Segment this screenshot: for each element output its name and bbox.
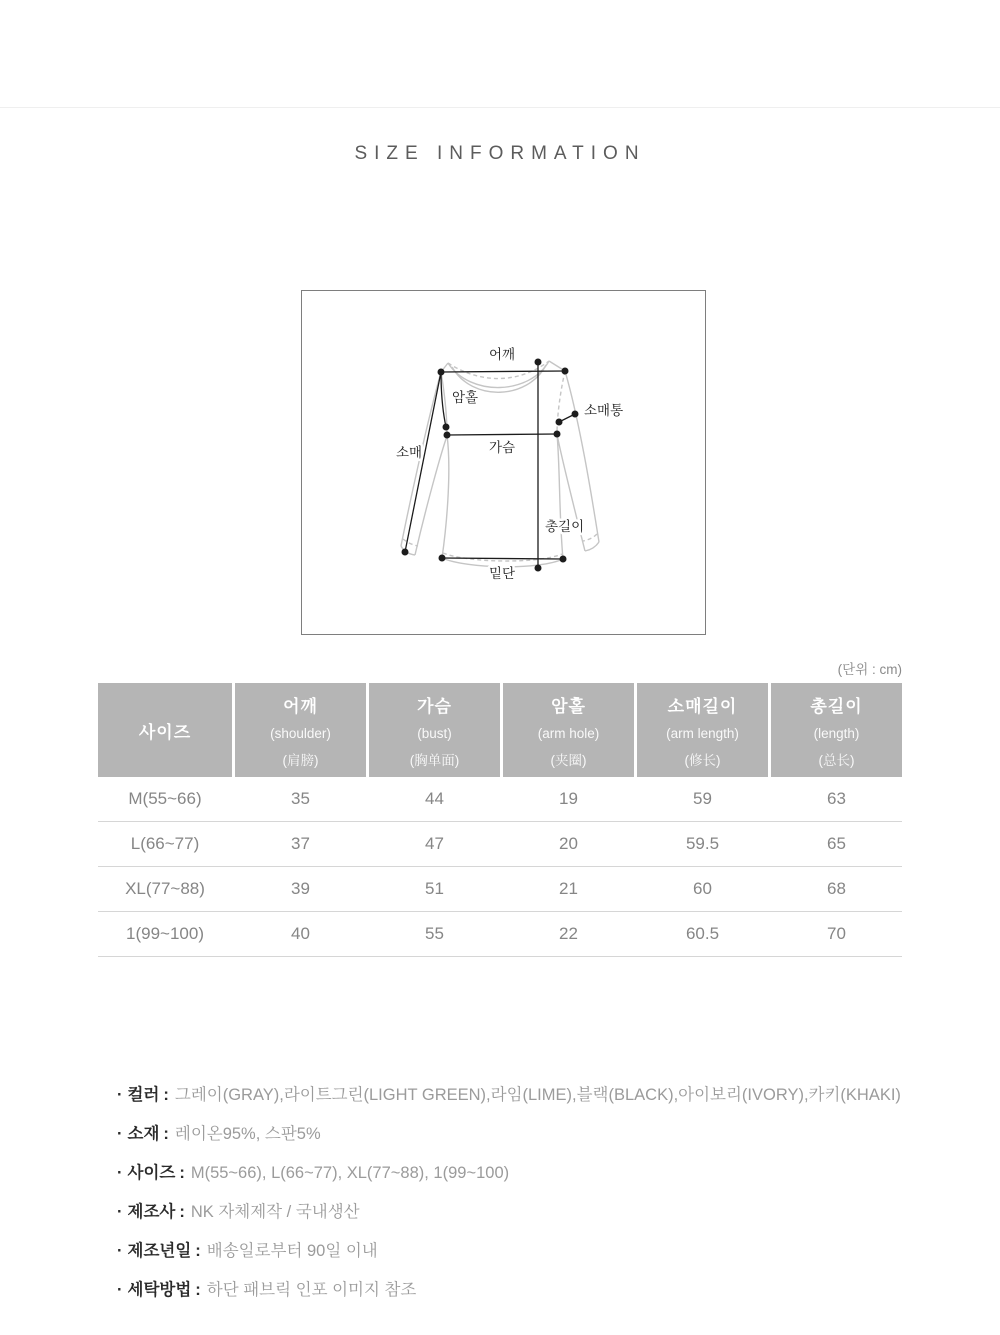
cell-armhole: 21: [559, 879, 578, 898]
page-title: SIZE INFORMATION: [354, 143, 646, 164]
size-table: [98, 683, 902, 957]
info-value: 그레이(GRAY),라이트그린(LIGHT GREEN),라임(LIME),블랙(BLACK),아이보리(IVORY),카키(KHAKI): [174, 1086, 901, 1104]
table-header-length: 총길이 (length) (总长): [771, 683, 902, 777]
cell-length: 63: [827, 789, 846, 808]
row-size-label: M(55~66): [128, 789, 202, 808]
cell-shoulder: 37: [291, 834, 310, 853]
info-separator: :: [163, 1125, 169, 1143]
row-size-label: L(66~77): [130, 834, 200, 853]
info-label: 소재: [127, 1125, 160, 1143]
info-separator: :: [195, 1281, 201, 1299]
bullet: ·: [117, 1164, 123, 1182]
unit-label: (단위 : cm): [837, 662, 902, 677]
table-header-armhole: 암홀 (arm hole) (夹圈): [503, 683, 634, 777]
bullet: ·: [117, 1125, 123, 1143]
info-separator: :: [179, 1164, 185, 1182]
cell-armhole: 22: [559, 924, 578, 943]
cell-armhole: 20: [559, 834, 578, 853]
info-label: 제조년일: [127, 1242, 192, 1260]
shirt-diagram-svg: [302, 291, 705, 634]
measurement-lines: [405, 362, 575, 568]
cell-length: 70: [827, 924, 846, 943]
diagram-label-hem: 밑단: [488, 566, 516, 581]
measurement-dots: [402, 359, 579, 572]
table-row: [98, 912, 902, 957]
table-row: [98, 822, 902, 867]
cell-sleeve-length: 60: [693, 879, 712, 898]
info-item-washing: [117, 1279, 957, 1302]
info-label: 사이즈: [127, 1164, 176, 1182]
info-item-size: [117, 1162, 957, 1185]
diagram-label-length: 총길이: [545, 519, 585, 534]
info-label: 컬러: [127, 1086, 160, 1104]
row-size-label: XL(77~88): [125, 879, 205, 898]
info-value: 배송일로부터 90일 이내: [206, 1242, 378, 1260]
cell-bust: 51: [425, 879, 444, 898]
info-value: NK 자체제작 / 국내생산: [190, 1203, 360, 1221]
diagram-label-bust: 가슴: [488, 440, 516, 455]
cell-length: 65: [827, 834, 846, 853]
cell-bust: 47: [425, 834, 444, 853]
cell-bust: 44: [425, 789, 444, 808]
info-value: 하단 패브릭 인포 이미지 참조: [206, 1281, 417, 1299]
cell-bust: 55: [425, 924, 444, 943]
info-separator: :: [179, 1203, 185, 1221]
top-divider: [0, 107, 1000, 108]
bullet: ·: [117, 1242, 123, 1260]
row-size-label: 1(99~100): [126, 924, 204, 943]
table-header-sleeve-length: 소매길이 (arm length) (修长): [637, 683, 768, 777]
shirt-outline: [401, 361, 599, 567]
table-row: [98, 777, 902, 822]
cell-length: 68: [827, 879, 846, 898]
info-label: 제조사: [127, 1203, 176, 1221]
diagram-label-shoulder: 어깨: [488, 347, 516, 362]
cell-armhole: 19: [559, 789, 578, 808]
info-value: M(55~66), L(66~77), XL(77~88), 1(99~100): [190, 1164, 510, 1182]
bullet: ·: [117, 1203, 123, 1221]
table-header-row: [98, 683, 902, 777]
table-header-bust: 가슴 (bust) (胸单面): [369, 683, 500, 777]
table-row: [98, 867, 902, 912]
diagram-label-sleeve-width: 소매통: [584, 403, 624, 418]
info-item-manufacturer: [117, 1201, 957, 1224]
cell-shoulder: 35: [291, 789, 310, 808]
info-value: 레이온95%, 스판5%: [174, 1125, 321, 1143]
cell-sleeve-length: 60.5: [685, 924, 720, 943]
info-separator: :: [163, 1086, 169, 1104]
bullet: ·: [117, 1281, 123, 1299]
garment-measurement-diagram: [301, 290, 706, 635]
cell-shoulder: 40: [291, 924, 310, 943]
info-separator: :: [195, 1242, 201, 1260]
info-label: 세탁방법: [127, 1281, 192, 1299]
diagram-label-sleeve: 소매: [395, 445, 423, 460]
product-info-list: [117, 1084, 957, 1318]
cell-shoulder: 39: [291, 879, 310, 898]
bullet: ·: [117, 1086, 123, 1104]
table-header-size: 사이즈: [98, 683, 232, 777]
diagram-label-armhole: 암홀: [452, 390, 479, 405]
table-header-shoulder: 어깨 (shoulder) (肩膀): [235, 683, 366, 777]
info-item-color: [117, 1084, 957, 1107]
info-item-manufacture-date: [117, 1240, 957, 1263]
cell-sleeve-length: 59.5: [685, 834, 720, 853]
info-item-material: [117, 1123, 957, 1146]
cell-sleeve-length: 59: [693, 789, 712, 808]
